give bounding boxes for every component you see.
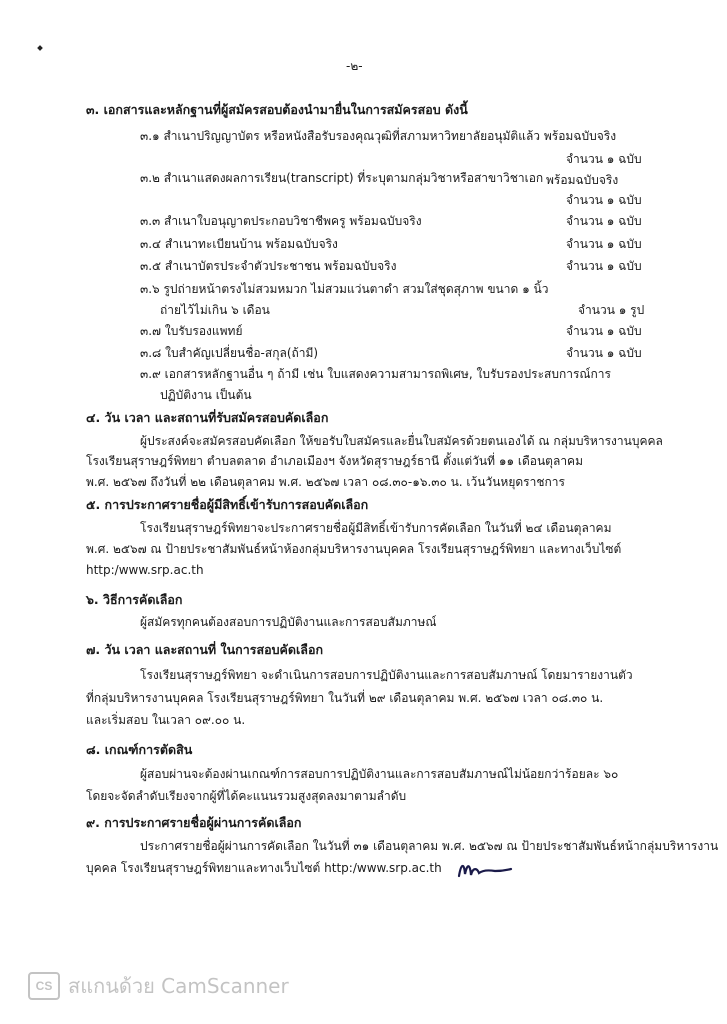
item-3-9-line2: ปฏิบัติงาน เป็นต้น [160,388,252,402]
signature-mark [455,858,515,882]
section-4-title: ๔. วัน เวลา และสถานที่รับสมัครสอบคัดเลือก [86,410,329,425]
section-8-line2: โดยจะจัดลำดับเรียงจากผู้ที่ได้คะแนนรวมสูงสุดลงมาตามลำดับ [86,789,407,803]
item-3-6-line1: ๓.๖ รูปถ่ายหน้าตรงไม่สวมหมวก ไม่สวมแว่นตาดำ สวมใส่ชุดสุภาพ ขนาด ๑ นิ้ว [140,282,549,296]
item-3-6-quantity: จำนวน ๑ รูป [578,303,645,317]
camscanner-watermark [28,970,289,1002]
item-3-6-line2: ถ่ายไว้ไม่เกิน ๖ เดือน [160,303,270,317]
section-5-line1: โรงเรียนสุราษฎร์พิทยาจะประกาศรายชื่อผู้มีสิทธิ์เข้ารับการคัดเลือก ในวันที่ ๒๔ เดือนตุลาคม [140,521,612,535]
item-3-3-quantity: จำนวน ๑ ฉบับ [566,214,642,228]
item-3-7-quantity: จำนวน ๑ ฉบับ [566,324,642,338]
section-7-line3: และเริ่มสอบ ในเวลา ๐๙.๐๐ น. [86,713,246,727]
item-3-4-quantity: จำนวน ๑ ฉบับ [566,237,642,251]
item-3-2-original: พร้อมฉบับจริง [546,173,619,187]
section-5-website: http:/www.srp.ac.th [86,563,204,577]
page-number: -๒- [346,59,363,73]
section-4-line3: พ.ศ. ๒๕๖๗ ถึงวันที่ ๒๒ เดือนตุลาคม พ.ศ. ๒๕๖๗ เวลา ๐๘.๓๐-๑๖.๓๐ น. เว้นวันหยุดราชการ [86,475,565,489]
camscanner-logo-icon: CS [28,972,60,1000]
camscanner-text: สแกนด้วย CamScanner [68,974,289,998]
item-3-8: ๓.๘ ใบสำคัญเปลี่ยนชื่อ-สกุล(ถ้ามี) [140,346,319,360]
item-3-5: ๓.๕ สำเนาบัตรประจำตัวประชาชน พร้อมฉบับจริง [140,259,397,273]
section-6-title: ๖. วิธีการคัดเลือก [86,592,183,607]
section-3-title: ๓. เอกสารและหลักฐานที่ผู้สมัครสอบต้องนำมายื่นในการสมัครสอบ ดังนี้ [86,102,468,117]
section-4-line1: ผู้ประสงค์จะสมัครสอบคัดเลือก ให้ขอรับใบสมัครและยื่นใบสมัครด้วยตนเองได้ ณ กลุ่มบริหารงานบุคคล [140,434,663,448]
item-3-7: ๓.๗ ใบรับรองแพทย์ [140,324,243,338]
item-3-1-quantity: จำนวน ๑ ฉบับ [566,152,642,166]
item-3-5-quantity: จำนวน ๑ ฉบับ [566,259,642,273]
section-7-line2: ที่กลุ่มบริหารงานบุคคล โรงเรียนสุราษฎร์พิทยา ในวันที่ ๒๙ เดือนตุลาคม พ.ศ. ๒๕๖๗ เวลา ๐๘.๓๐ น. [86,691,604,705]
section-9-line2: บุคคล โรงเรียนสุราษฎร์พิทยาและทางเว็บไซต์ http:/www.srp.ac.th [86,861,442,875]
section-9-title: ๙. การประกาศรายชื่อผู้ผ่านการคัดเลือก [86,815,302,830]
section-7-title: ๗. วัน เวลา และสถานที่ ในการสอบคัดเลือก [86,642,324,657]
item-3-2-quantity: จำนวน ๑ ฉบับ [566,193,642,207]
item-3-2: ๓.๒ สำเนาแสดงผลการเรียน(transcript) ที่ระบุตามกลุ่มวิชาหรือสาขาวิชาเอก [140,171,544,185]
scan-mark-dot [37,45,43,51]
section-7-line1: โรงเรียนสุราษฎร์พิทยา จะดำเนินการสอบการปฏิบัติงานและการสอบสัมภาษณ์ โดยมารายงานตัว [140,668,633,682]
section-6-line1: ผู้สมัครทุกคนต้องสอบการปฏิบัติงานและการสอบสัมภาษณ์ [140,615,437,629]
item-3-9-line1: ๓.๙ เอกสารหลักฐานอื่น ๆ ถ้ามี เช่น ใบแสดงความสามารถพิเศษ, ใบรับรองประสบการณ์การ [140,367,611,381]
section-9-line1: ประกาศรายชื่อผู้ผ่านการคัดเลือก ในวันที่ ๓๑ เดือนตุลาคม พ.ศ. ๒๕๖๗ ณ ป้ายประชาสัมพันธ์หน้ากลุ่มบริหารงาน [140,839,719,853]
section-4-line2: โรงเรียนสุราษฎร์พิทยา ตำบลตลาด อำเภอเมืองฯ จังหวัดสุราษฎร์ธานี ตั้งแต่วันที่ ๑๑ เดือนตุลาคม [86,454,583,468]
section-5-title: ๕. การประกาศรายชื่อผู้มีสิทธิ์เข้ารับการสอบคัดเลือก [86,497,369,512]
section-5-line2: พ.ศ. ๒๕๖๗ ณ ป้ายประชาสัมพันธ์หน้าห้องกลุ่มบริหารงานบุคคล โรงเรียนสุราษฎร์พิทยา และทางเว็บไซต์ [86,542,622,556]
item-3-3: ๓.๓ สำเนาใบอนุญาตประกอบวิชาชีพครู พร้อมฉบับจริง [140,214,422,228]
section-8-line1: ผู้สอบผ่านจะต้องผ่านเกณฑ์การสอบการปฏิบัติงานและการสอบสัมภาษณ์ไม่น้อยกว่าร้อยละ ๖๐ [140,767,619,781]
item-3-4: ๓.๔ สำเนาทะเบียนบ้าน พร้อมฉบับจริง [140,237,338,251]
item-3-1: ๓.๑ สำเนาปริญญาบัตร หรือหนังสือรับรองคุณวุฒิที่สภามหาวิทยาลัยอนุมัติแล้ว พร้อมฉบับจริง [140,129,617,143]
section-8-title: ๘. เกณฑ์การตัดสิน [86,742,193,757]
item-3-8-quantity: จำนวน ๑ ฉบับ [566,346,642,360]
